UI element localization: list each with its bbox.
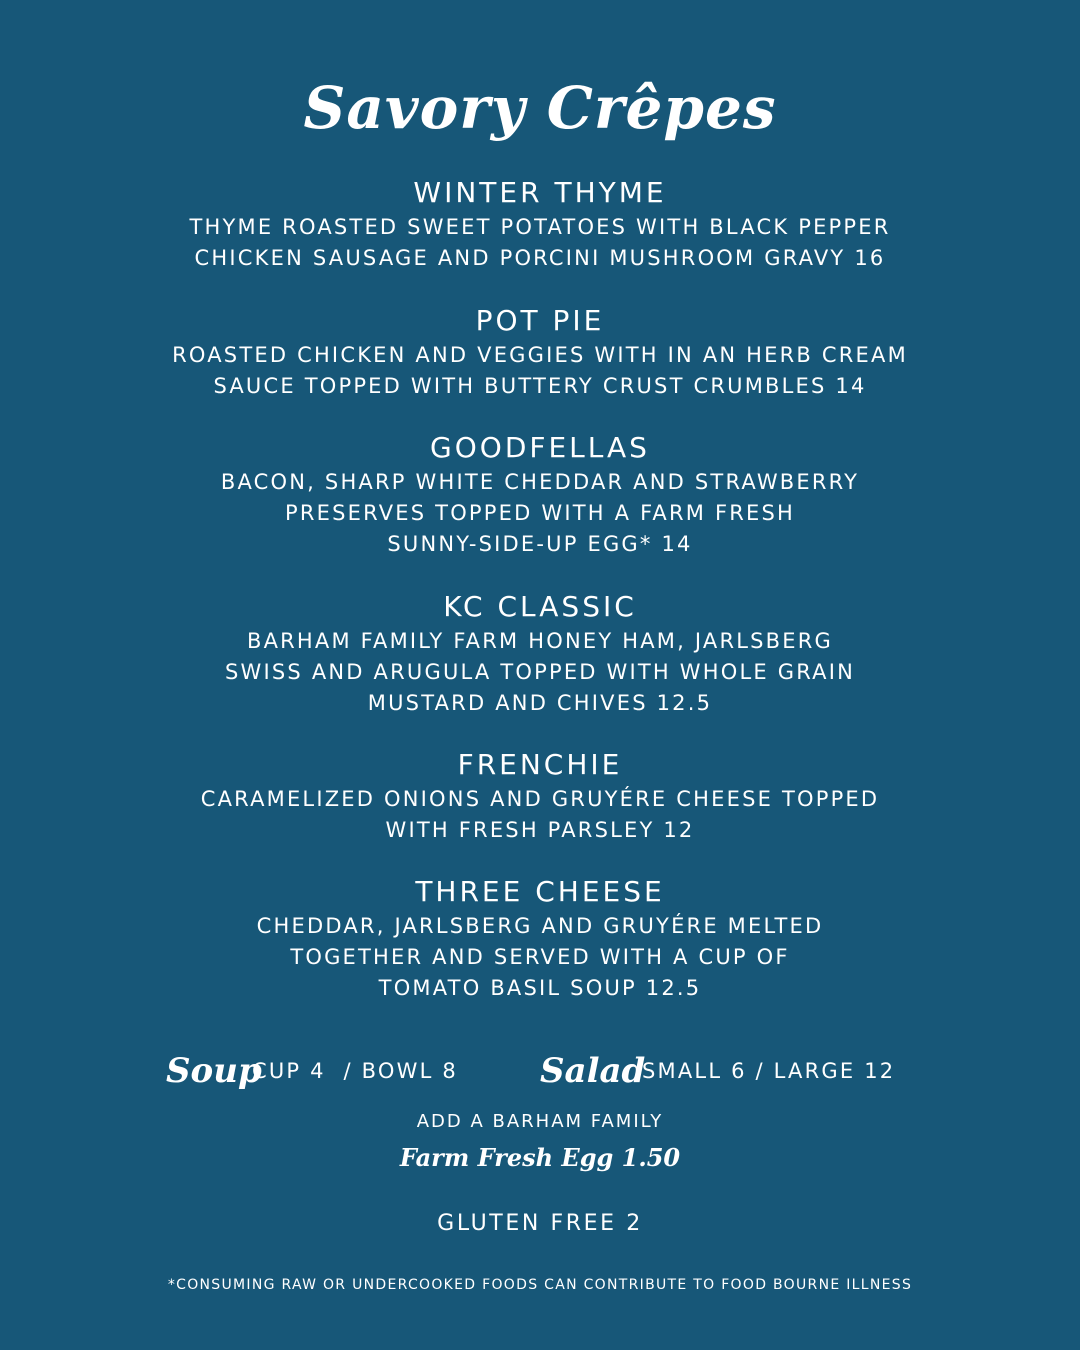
menu-item-winter-thyme xyxy=(0,176,1080,274)
item-name: GOODFELLAS xyxy=(430,431,650,464)
description-line: BACON, SHARP WHITE CHEDDAR AND STRAWBERRY xyxy=(220,470,860,494)
item-description xyxy=(0,467,1080,560)
description-line: WITH FRESH PARSLEY 12 xyxy=(385,818,695,842)
gluten-free-option: GLUTEN FREE 2 xyxy=(437,1211,643,1236)
description-line: CHICKEN SAUSAGE AND PORCINI MUSHROOM GRAVY 16 xyxy=(194,246,886,270)
item-description xyxy=(0,212,1080,274)
item-description xyxy=(0,784,1080,846)
egg-addon-intro: ADD A BARHAM FAMILY xyxy=(416,1111,664,1132)
soup-prices: CUP 4 / BOWL 8 xyxy=(252,1059,458,1083)
soup-salad-row xyxy=(0,1046,1080,1096)
description-line: PRESERVES TOPPED WITH A FARM FRESH xyxy=(284,501,796,525)
description-line: BARHAM FAMILY FARM HONEY HAM, JARLSBERG xyxy=(246,629,834,653)
menu-item-pot-pie xyxy=(0,304,1080,402)
description-line: TOGETHER AND SERVED WITH A CUP OF xyxy=(290,945,790,969)
item-name: FRENCHIE xyxy=(457,748,623,781)
menu-item-kc-classic xyxy=(0,590,1080,719)
description-line: THYME ROASTED SWEET POTATOES WITH BLACK PEPPER xyxy=(189,215,891,239)
item-name: POT PIE xyxy=(475,304,605,337)
description-line: CHEDDAR, JARLSBERG AND GRUYÉRE MELTED xyxy=(256,914,824,938)
menu-item-goodfellas xyxy=(0,431,1080,560)
description-line: CARAMELIZED ONIONS AND GRUYÉRE CHEESE TOPPED xyxy=(200,787,880,811)
item-name: KC CLASSIC xyxy=(443,590,637,623)
description-line: ROASTED CHICKEN AND VEGGIES WITH IN AN HERB CREAM xyxy=(172,343,908,367)
food-safety-disclaimer: *CONSUMING RAW OR UNDERCOOKED FOODS CAN CONTRIBUTE TO FOOD BOURNE ILLNESS xyxy=(167,1277,913,1293)
description-line: MUSTARD AND CHIVES 12.5 xyxy=(367,691,713,715)
item-description xyxy=(0,911,1080,1004)
item-name: THREE CHEESE xyxy=(415,875,665,908)
menu-item-three-cheese xyxy=(0,875,1080,1004)
soup-label: Soup xyxy=(166,1051,262,1091)
salad-prices: SMALL 6 / LARGE 12 xyxy=(642,1059,896,1083)
egg-addon-offer: Farm Fresh Egg 1.50 xyxy=(399,1143,681,1172)
description-line: TOMATO BASIL SOUP 12.5 xyxy=(378,976,702,1000)
menu-item-frenchie xyxy=(0,748,1080,846)
salad-label: Salad xyxy=(540,1051,646,1091)
description-line: SAUCE TOPPED WITH BUTTERY CRUST CRUMBLES 14 xyxy=(213,374,867,398)
description-line: SUNNY-SIDE-UP EGG* 14 xyxy=(387,532,693,556)
item-name: WINTER THYME xyxy=(413,176,667,209)
description-line: SWISS AND ARUGULA TOPPED WITH WHOLE GRAIN xyxy=(225,660,855,684)
item-description xyxy=(0,340,1080,402)
item-description xyxy=(0,626,1080,719)
menu-title: Savory Crêpes xyxy=(303,74,777,142)
